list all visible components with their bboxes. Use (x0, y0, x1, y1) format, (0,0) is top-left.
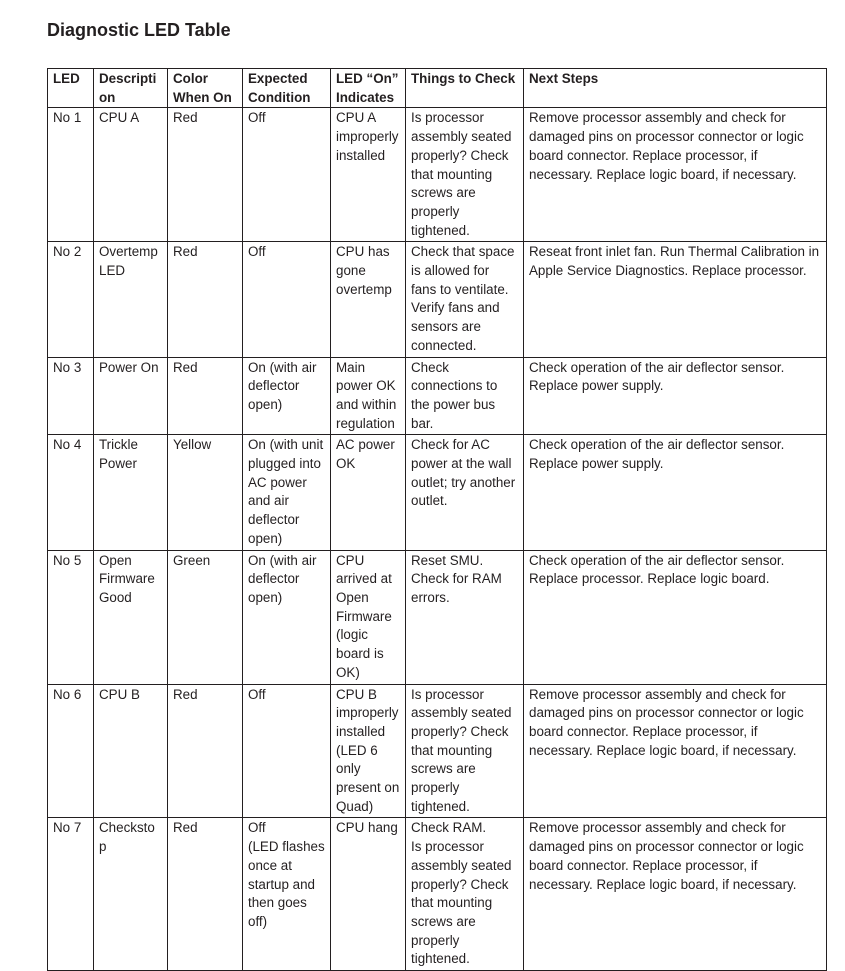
cell-expected: Off (243, 242, 331, 357)
header-things-to-check: Things to Check (406, 69, 524, 108)
cell-check: Reset SMU. Check for RAM errors. (406, 550, 524, 684)
cell-expected: On (with air deflector open) (243, 550, 331, 684)
cell-check: Check connections to the power bus bar. (406, 357, 524, 435)
header-color-when-on: Color When On (168, 69, 243, 108)
cell-next-steps: Check operation of the air deflector sensor. Replace power supply. (524, 357, 827, 435)
cell-color: Red (168, 242, 243, 357)
cell-color: Yellow (168, 435, 243, 550)
cell-description: Power On (94, 357, 168, 435)
cell-color: Green (168, 550, 243, 684)
cell-indicates: CPU B improperly installed (LED 6 only present on Quad) (331, 684, 406, 818)
cell-expected: Off (243, 684, 331, 818)
cell-expected: On (with air deflector open) (243, 357, 331, 435)
cell-next-steps: Check operation of the air deflector sensor. Replace processor. Replace logic board. (524, 550, 827, 684)
cell-description: Open Firmware Good (94, 550, 168, 684)
cell-expected: Off (LED flashes once at startup and then goes off) (243, 818, 331, 971)
cell-indicates: CPU arrived at Open Firmware (logic board is OK) (331, 550, 406, 684)
header-led: LED (48, 69, 94, 108)
table-row (48, 435, 827, 550)
cell-color: Red (168, 108, 243, 242)
table-row (48, 818, 827, 971)
cell-next-steps: Remove processor assembly and check for damaged pins on processor connector or logic board connector. Replace processor, if necessary. Replace logic board, if necessary. (524, 108, 827, 242)
cell-led: No 1 (48, 108, 94, 242)
cell-led: No 3 (48, 357, 94, 435)
page-title: Diagnostic LED Table (47, 20, 231, 40)
cell-next-steps: Reseat front inlet fan. Run Thermal Calibration in Apple Service Diagnostics. Replace processor. (524, 242, 827, 357)
cell-expected: On (with unit plugged into AC power and air deflector open) (243, 435, 331, 550)
table-header-row (48, 69, 827, 108)
cell-check: Check RAM. Is processor assembly seated properly? Check that mounting screws are properly tightened. (406, 818, 524, 971)
cell-indicates: CPU hang (331, 818, 406, 971)
cell-check: Check for AC power at the wall outlet; try another outlet. (406, 435, 524, 550)
header-next-steps: Next Steps (524, 69, 827, 108)
table-row (48, 357, 827, 435)
header-led-on-indicates: LED “On” Indicates (331, 69, 406, 108)
cell-color: Red (168, 684, 243, 818)
cell-description: CPU A (94, 108, 168, 242)
cell-next-steps: Remove processor assembly and check for damaged pins on processor connector or logic board connector. Replace processor, if necessary. Replace logic board, if necessary. (524, 684, 827, 818)
cell-led: No 4 (48, 435, 94, 550)
cell-led: No 5 (48, 550, 94, 684)
cell-color: Red (168, 818, 243, 971)
table-row (48, 684, 827, 818)
header-expected-condition: Expected Condition (243, 69, 331, 108)
cell-indicates: Main power OK and within regulation (331, 357, 406, 435)
cell-description: Overtemp LED (94, 242, 168, 357)
cell-led: No 6 (48, 684, 94, 818)
cell-description: Trickle Power (94, 435, 168, 550)
cell-expected: Off (243, 108, 331, 242)
cell-indicates: CPU A improperly installed (331, 108, 406, 242)
cell-indicates: CPU has gone overtemp (331, 242, 406, 357)
cell-next-steps: Check operation of the air deflector sensor. Replace power supply. (524, 435, 827, 550)
cell-indicates: AC power OK (331, 435, 406, 550)
cell-description: Checkstop (94, 818, 168, 971)
cell-led: No 7 (48, 818, 94, 971)
cell-color: Red (168, 357, 243, 435)
cell-check: Check that space is allowed for fans to ventilate. Verify fans and sensors are connected. (406, 242, 524, 357)
cell-check: Is processor assembly seated properly? Check that mounting screws are properly tightened. (406, 684, 524, 818)
cell-check: Is processor assembly seated properly? Check that mounting screws are properly tightened. (406, 108, 524, 242)
cell-description: CPU B (94, 684, 168, 818)
header-description: Description (94, 69, 168, 108)
table-row (48, 108, 827, 242)
cell-next-steps: Remove processor assembly and check for damaged pins on processor connector or logic board connector. Replace processor, if necessary. Replace logic board, if necessary. (524, 818, 827, 971)
diagnostic-led-table (47, 68, 827, 971)
cell-led: No 2 (48, 242, 94, 357)
table-row (48, 242, 827, 357)
table-row (48, 550, 827, 684)
